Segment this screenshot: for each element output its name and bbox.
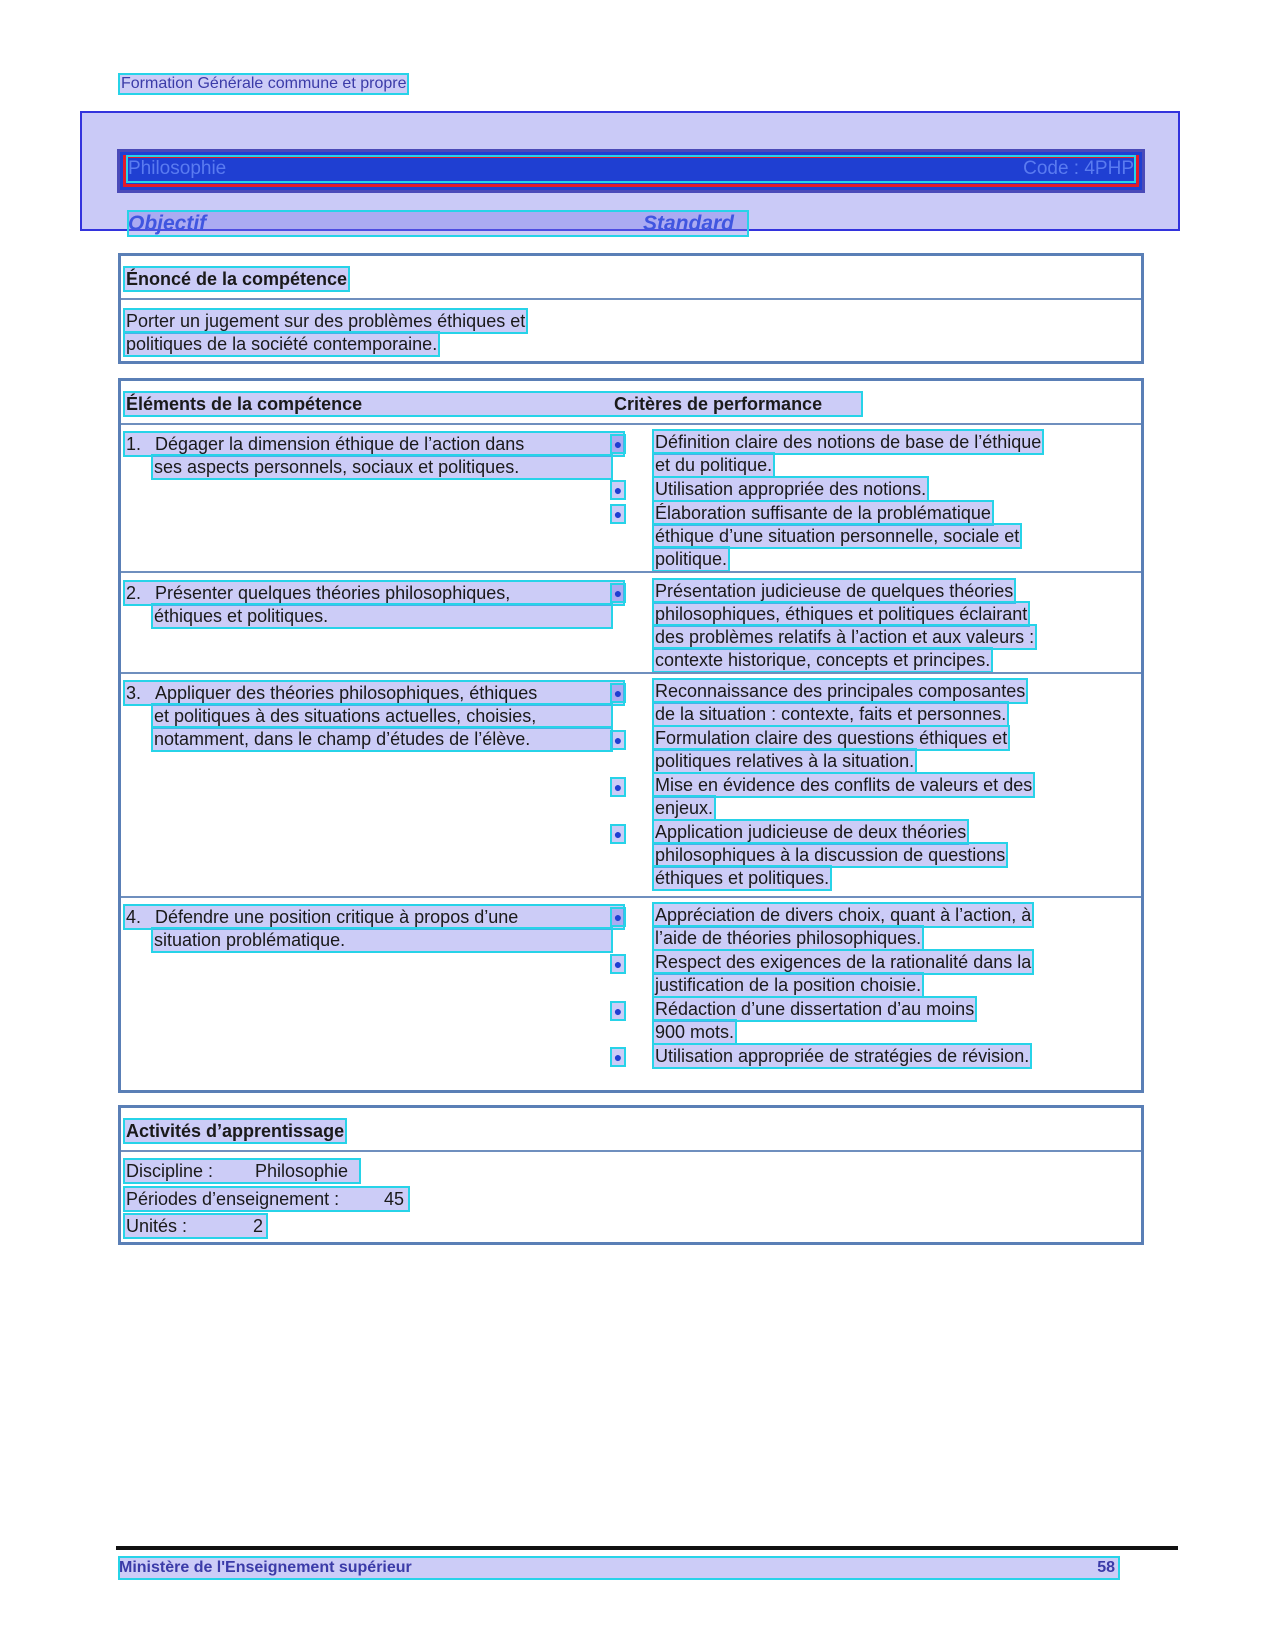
criterion-line: des problèmes relatifs à l’action et aux valeurs : (655, 627, 1035, 647)
course-name: Philosophie (128, 158, 227, 179)
activites-box (118, 1105, 1144, 1245)
criterion-line: 900 mots. (655, 1022, 735, 1042)
title-bar-text (128, 157, 1134, 181)
criterion-line: éthiques et politiques. (655, 868, 830, 888)
element-line: 4. Défendre une position critique à propos d’une (124, 905, 624, 929)
bullet-icon: ● (611, 684, 625, 702)
element-number: 1. (126, 434, 142, 454)
criterion-line: Rédaction d’une dissertation d’au moins (655, 999, 975, 1019)
criterion-line: Application judicieuse de deux théories (655, 822, 967, 842)
criterion-line: philosophiques, éthiques et politiques éclairant (655, 604, 1028, 624)
enonce-heading: Énoncé de la compétence (126, 269, 348, 289)
criterion-line: Présentation judicieuse de quelques théories (655, 581, 1014, 601)
element-number: 3. (126, 683, 142, 703)
elements-criteres-table (118, 378, 1144, 1093)
enonce-header (121, 256, 1141, 300)
bullet-icon: ● (611, 584, 625, 602)
bullet-icon: ● (611, 908, 625, 926)
footer (119, 1557, 1119, 1579)
objectif-standard-row (128, 211, 748, 236)
footer-rule (116, 1546, 1178, 1550)
element-line: éthiques et politiques. (152, 604, 612, 628)
element-line: ses aspects personnels, sociaux et politiques. (152, 455, 612, 479)
elements-heading-right: Critères de performance (614, 394, 823, 414)
criterion-line: éthique d’une situation personnelle, sociale et (655, 526, 1020, 546)
unites-value: 2 (253, 1216, 264, 1236)
criterion-line: Élaboration suffisante de la problématique (655, 503, 991, 523)
table-row (121, 571, 1141, 672)
table-row (121, 423, 1141, 571)
page-number: 58 (1097, 1559, 1115, 1576)
criterion-line: et du politique. (655, 455, 773, 475)
criterion-line: Définition claire des notions de base de l’éthique (655, 432, 1042, 452)
periodes-value: 45 (384, 1189, 405, 1209)
discipline-value: Philosophie (255, 1161, 349, 1181)
bullet-icon: ● (611, 481, 625, 499)
bullet-icon: ● (611, 505, 625, 523)
criterion-line: Appréciation de divers choix, quant à l’action, à (655, 905, 1032, 925)
objectif-label: Objectif (128, 212, 207, 235)
course-code-group (1023, 157, 1134, 181)
bullet-icon: ● (611, 1048, 625, 1066)
criterion-line: de la situation : contexte, faits et personnes. (655, 704, 1007, 724)
element-line: 1. Dégager la dimension éthique de l’action dans (124, 432, 624, 456)
course-code: 4PHP (1084, 158, 1134, 179)
enonce-box (118, 253, 1144, 364)
element-line: et politiques à des situations actuelles, choisies, (152, 704, 612, 728)
criterion-line: enjeux. (655, 798, 714, 818)
periodes-label: Périodes d’enseignement : (126, 1189, 340, 1209)
bullet-icon: ● (611, 778, 625, 796)
activites-heading: Activités d’apprentissage (126, 1121, 345, 1141)
elements-heading-left: Éléments de la compétence (126, 394, 363, 414)
criterion-line: politiques relatives à la situation. (655, 751, 915, 771)
element-number: 4. (126, 907, 142, 927)
table-row (121, 672, 1141, 896)
criterion-line: Formulation claire des questions éthiques et (655, 728, 1008, 748)
criterion-line: l’aide de théories philosophiques. (655, 928, 922, 948)
bullet-icon: ● (611, 731, 625, 749)
standard-label: Standard (643, 212, 735, 235)
criterion-line: contexte historique, concepts et principes. (655, 650, 991, 670)
bullet-icon: ● (611, 435, 625, 453)
element-line: 2. Présenter quelques théories philosophiques, (124, 581, 624, 605)
course-code-label: Code : (1023, 158, 1080, 179)
criterion-line: politique. (655, 549, 728, 569)
periodes-line (124, 1187, 409, 1211)
unites-label: Unités : (126, 1216, 188, 1236)
criterion-line: Reconnaissance des principales composantes (655, 681, 1026, 701)
criterion-line: Utilisation appropriée de stratégies de révision. (655, 1046, 1030, 1066)
element-line: notamment, dans le champ d’études de l’élève. (152, 727, 612, 751)
running-header: Formation Générale commune et propre (121, 75, 407, 92)
bullet-icon: ● (611, 1002, 625, 1020)
discipline-line (124, 1159, 360, 1183)
elements-heading (124, 392, 862, 416)
footer-ministry: Ministère de l'Enseignement supérieur (119, 1559, 412, 1576)
enonce-line: politiques de la société contemporaine. (126, 334, 438, 354)
unites-line (124, 1214, 267, 1238)
activites-header (121, 1108, 1141, 1152)
element-line: 3. Appliquer des théories philosophiques, éthiques (124, 681, 624, 705)
criterion-line: Utilisation appropriée des notions. (655, 479, 927, 499)
element-number: 2. (126, 583, 142, 603)
enonce-line: Porter un jugement sur des problèmes éthiques et (126, 311, 526, 331)
criterion-line: Respect des exigences de la rationalité dans la (655, 952, 1032, 972)
bullet-icon: ● (611, 955, 625, 973)
criterion-line: justification de la position choisie. (655, 975, 922, 995)
criterion-line: Mise en évidence des conflits de valeurs et des (655, 775, 1033, 795)
course-title-bar (117, 149, 1145, 193)
bullet-icon: ● (611, 825, 625, 843)
element-line: situation problématique. (152, 928, 612, 952)
criterion-line: philosophiques à la discussion de questions (655, 845, 1006, 865)
discipline-label: Discipline : (126, 1161, 214, 1181)
table-row (121, 896, 1141, 1090)
